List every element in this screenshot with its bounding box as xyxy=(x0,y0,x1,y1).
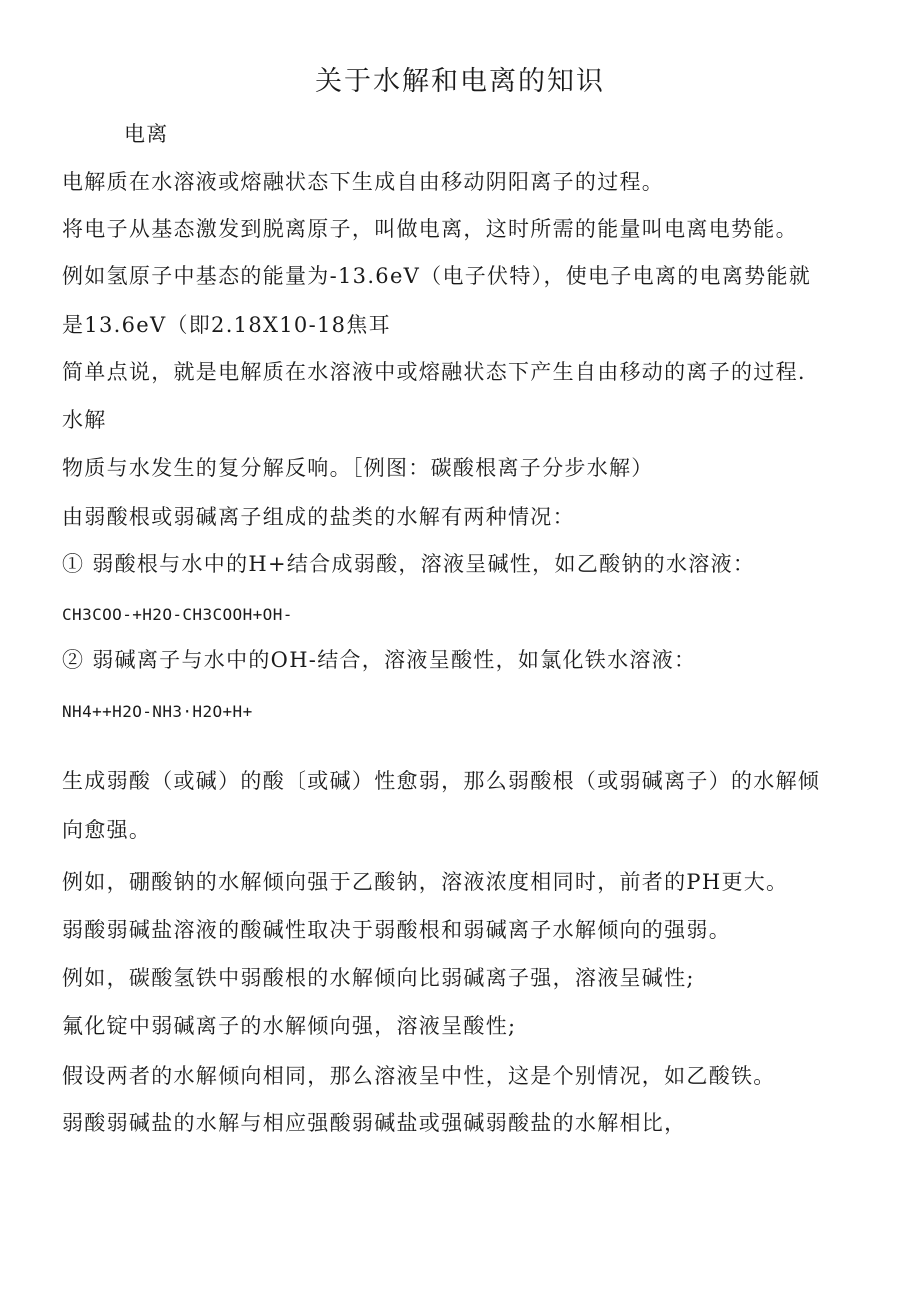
paragraph-line: 简单点说，就是电解质在水溶液中或熔融状态下产生自由移动的离子的过程. xyxy=(62,360,806,384)
paragraph-line: 是13.6eV（即2.18X10-18焦耳 xyxy=(62,313,391,337)
paragraph-line: 向愈强。 xyxy=(62,818,152,842)
paragraph-line: 弱酸弱碱盐的水解与相应强酸弱碱盐或强碱弱酸盐的水解相比， xyxy=(62,1111,687,1135)
paragraph-line: 由弱酸根或弱碱离子组成的盐类的水解有两种情况： xyxy=(62,505,575,529)
paragraph-line: 电解质在水溶液或熔融状态下生成自由移动阴阳离子的过程。 xyxy=(62,170,665,194)
paragraph-line: 弱酸弱碱盐溶液的酸碱性取决于弱酸根和弱碱离子水解倾向的强弱。 xyxy=(62,918,731,942)
paragraph-line: 氟化锭中弱碱离子的水解倾向强，溶液呈酸性; xyxy=(62,1014,517,1038)
chemical-equation: CH3COO-+H2O-CH3COOH+OH- xyxy=(62,605,293,624)
paragraph-line: 将电子从基态激发到脱离原子，叫做电离，这时所需的能量叫电离电势能。 xyxy=(62,217,798,241)
paragraph-line: 例如氢原子中基态的能量为-13.6eV（电子伏特），使电子电离的电离势能就 xyxy=(62,264,812,288)
list-item: ② 弱碱离子与水中的OH-结合，溶液呈酸性，如氯化铁水溶液： xyxy=(62,648,697,672)
document-title: 关于水解和电离的知识 xyxy=(315,66,605,97)
chemical-equation: NH4++H2O-NH3·H2O+H+ xyxy=(62,702,253,721)
section-heading-ionization: 电离 xyxy=(124,122,169,146)
paragraph-line: 生成弱酸（或碱）的酸〔或碱）性愈弱，那么弱酸根（或弱碱离子）的水解倾 xyxy=(62,769,821,793)
paragraph-line: 例如，碳酸氢铁中弱酸根的水解倾向比弱碱离子强，溶液呈碱性; xyxy=(62,966,695,990)
paragraph-line: 物质与水发生的复分解反响。［例图：碳酸根离子分步水解） xyxy=(62,456,654,480)
paragraph-line: 假设两者的水解倾向相同，那么溶液呈中性，这是个别情况，如乙酸铁。 xyxy=(62,1064,776,1088)
paragraph-line: 例如，硼酸钠的水解倾向强于乙酸钠，溶液浓度相同时，前者的PH更大。 xyxy=(62,870,789,894)
section-heading-hydrolysis: 水解 xyxy=(62,408,107,432)
list-item: ① 弱酸根与水中的H+结合成弱酸，溶液呈碱性，如乙酸钠的水溶液： xyxy=(62,552,756,576)
